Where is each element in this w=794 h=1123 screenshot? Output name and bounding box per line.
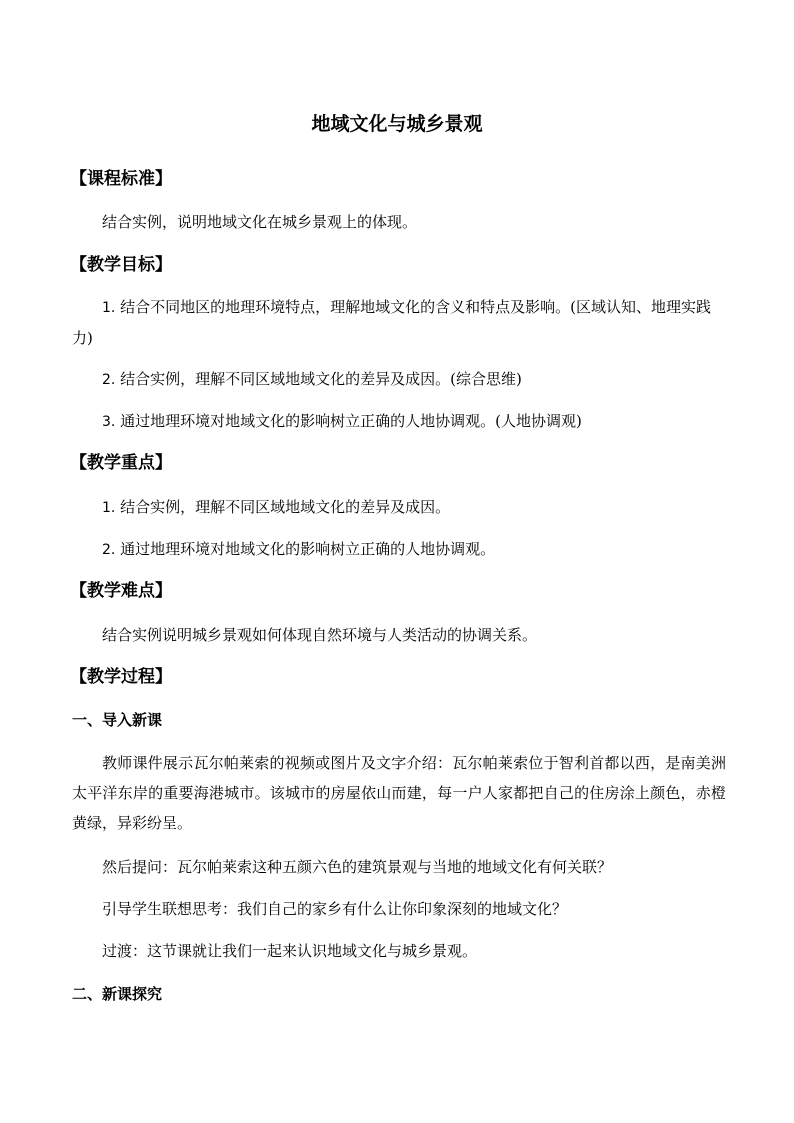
goal-item-text: 通过地理环境对地域文化的影响树立正确的人地协调观。(人地协调观) bbox=[120, 412, 582, 430]
goal-item-text: 结合不同地区的地理环境特点，理解地域文化的含义和特点及影响。(区域认知、地理实践力) bbox=[72, 298, 711, 347]
page-title: 地域文化与城乡景观 bbox=[311, 113, 483, 135]
key-point-item-2 bbox=[72, 534, 726, 565]
goal-item-number: 2. bbox=[102, 372, 116, 388]
part2-title: 二、新课探究 bbox=[72, 985, 163, 1003]
goal-item-number: 1. bbox=[102, 300, 116, 316]
key-point-number: 2. bbox=[102, 542, 116, 558]
key-point-item-1 bbox=[72, 492, 726, 523]
course-standard-text: 结合实例，说明地域文化在城乡景观上的体现。 bbox=[102, 213, 418, 231]
heading-teaching-process: 【教学过程】 bbox=[70, 667, 172, 687]
guide-paragraph: 引导学生联想思考：我们自己的家乡有什么让你印象深刻的地域文化？ bbox=[102, 900, 568, 918]
heading-teaching-goals: 【教学目标】 bbox=[70, 255, 172, 275]
heading-course-standard: 【课程标准】 bbox=[70, 169, 172, 189]
key-point-text: 通过地理环境对地域文化的影响树立正确的人地协调观。 bbox=[120, 540, 496, 558]
heading-difficulty: 【教学难点】 bbox=[70, 581, 172, 601]
heading-key-points: 【教学重点】 bbox=[70, 453, 172, 473]
transition-paragraph: 过渡：这节课就让我们一起来认识地域文化与城乡景观。 bbox=[102, 942, 478, 960]
key-point-number: 1. bbox=[102, 500, 116, 516]
question-paragraph: 然后提问：瓦尔帕莱索这种五颜六色的建筑景观与当地的地域文化有何关联？ bbox=[102, 858, 613, 876]
goal-item-1 bbox=[72, 292, 726, 353]
goal-item-3 bbox=[72, 406, 726, 437]
intro-paragraph: 教师课件展示瓦尔帕莱索的视频或图片及文字介绍：瓦尔帕莱索位于智利首都以西，是南美洲太平洋东岸的重要海港城市。该城市的房屋依山而建，每一户人家都把自己的住房涂上颜色，赤橙黄绿，异彩纷呈。 bbox=[72, 754, 726, 832]
part1-title: 一、导入新课 bbox=[72, 711, 163, 729]
difficulty-text: 结合实例说明城乡景观如何体现自然环境与人类活动的协调关系。 bbox=[102, 626, 538, 644]
goal-item-number: 3. bbox=[102, 414, 116, 430]
goal-item-2 bbox=[72, 364, 726, 395]
key-point-text: 结合实例，理解不同区域地域文化的差异及成因。 bbox=[120, 498, 451, 516]
goal-item-text: 结合实例，理解不同区域地域文化的差异及成因。(综合思维) bbox=[120, 370, 522, 388]
